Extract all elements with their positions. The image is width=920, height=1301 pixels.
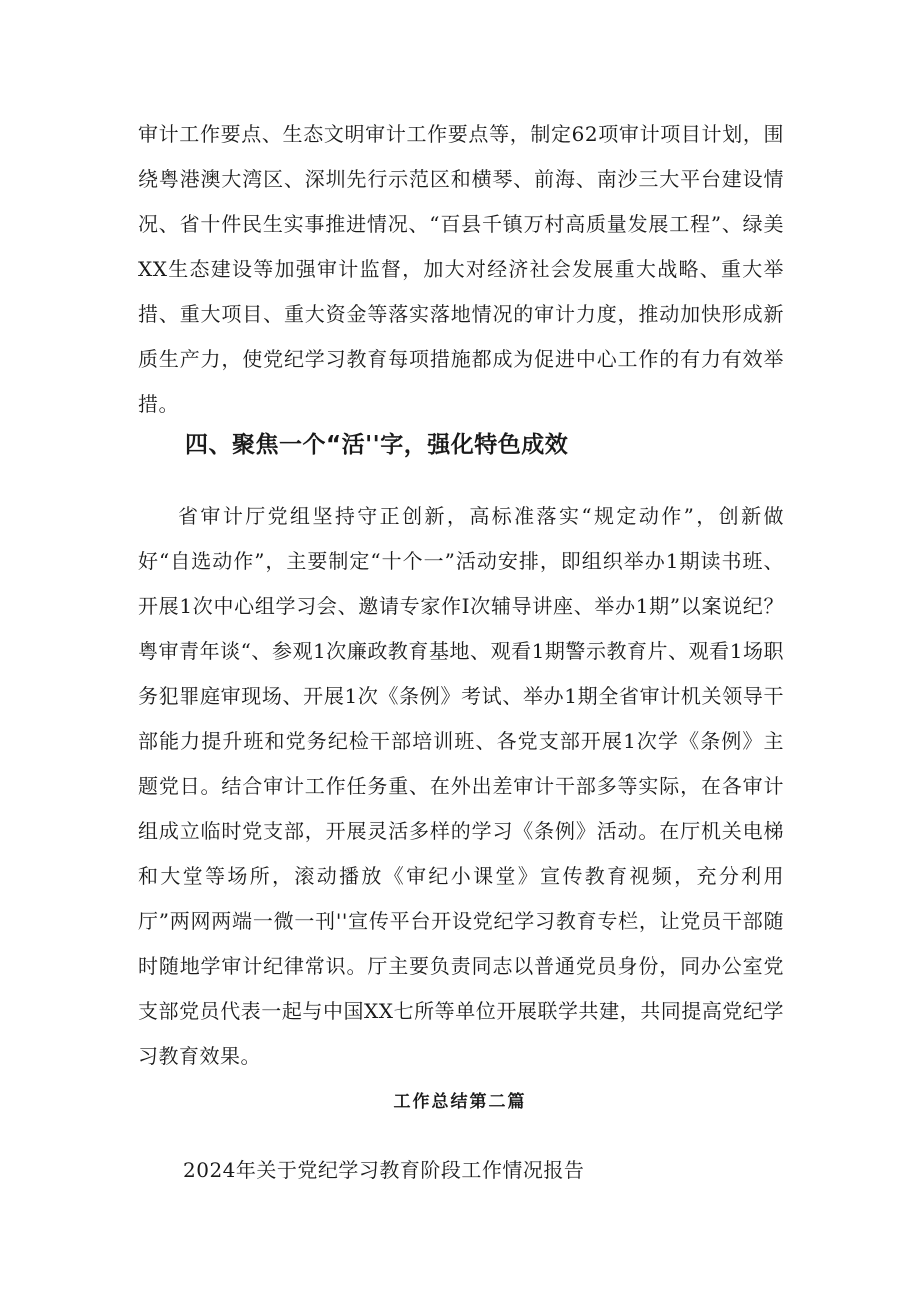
- body-paragraph-2: 省审计厅党组坚持守正创新，高标准落实“规定动作”，创新做好“自选动作”，主要制定“十个一”活动安排，即组织举办1期读书班、开展1次中心组学习会、邀请专家作I次辅导讲座、举办1期”以案说纪？粤审青年谈“、参观1次廉政教育基地、观看1期警示教育片、观看1场职务犯罪庭审现场、开展1次《条例》考试、举办1期全省审计机关领导干部能力提升班和党务纪检干部培训班、各党支部开展1次学《条例》主题党日。结合审计工作任务重、在外出差审计干部多等实际，在各审计组成立临时党支部，开展灵活多样的学习《条例》活动。在厅机关电梯和大堂等场所，滚动播放《审纪小课堂》宣传教育视频，充分利用厅”两网两端一微一刊''宣传平台开设党纪学习教育专栏，让党员干部随时随地学审计纪律常识。厅主要负责同志以普通党员身份，同办公室党支部党员代表一起与中国XX七所等单位开展联学共建，共同提高党纪学习教育效果。: [138, 504, 784, 1068]
- section-title: 工作总结第二篇: [393, 1092, 527, 1112]
- body-paragraph-1: 审计工作要点、生态文明审计工作要点等，制定62项审计项目计划，围绕粤港澳大湾区、深圳先行示范区和横琴、前海、南沙三大平台建设情况、省十件民生实事推进情况、“百县千镇万村高质量发展工程”、绿美XX生态建设等加强审计监督，加大对经济社会发展重大战略、重大举措、重大项目、重大资金等落实落地情况的审计力度，推动加快形成新质生产力，使党纪学习教育每项措施都成为促进中心工作的有力有效举措。: [138, 122, 784, 416]
- section-heading-4: 四、聚焦一个“活''字，强化特色成效: [185, 432, 569, 458]
- report-title: 2024年关于党纪学习教育阶段工作情况报告: [183, 1158, 585, 1182]
